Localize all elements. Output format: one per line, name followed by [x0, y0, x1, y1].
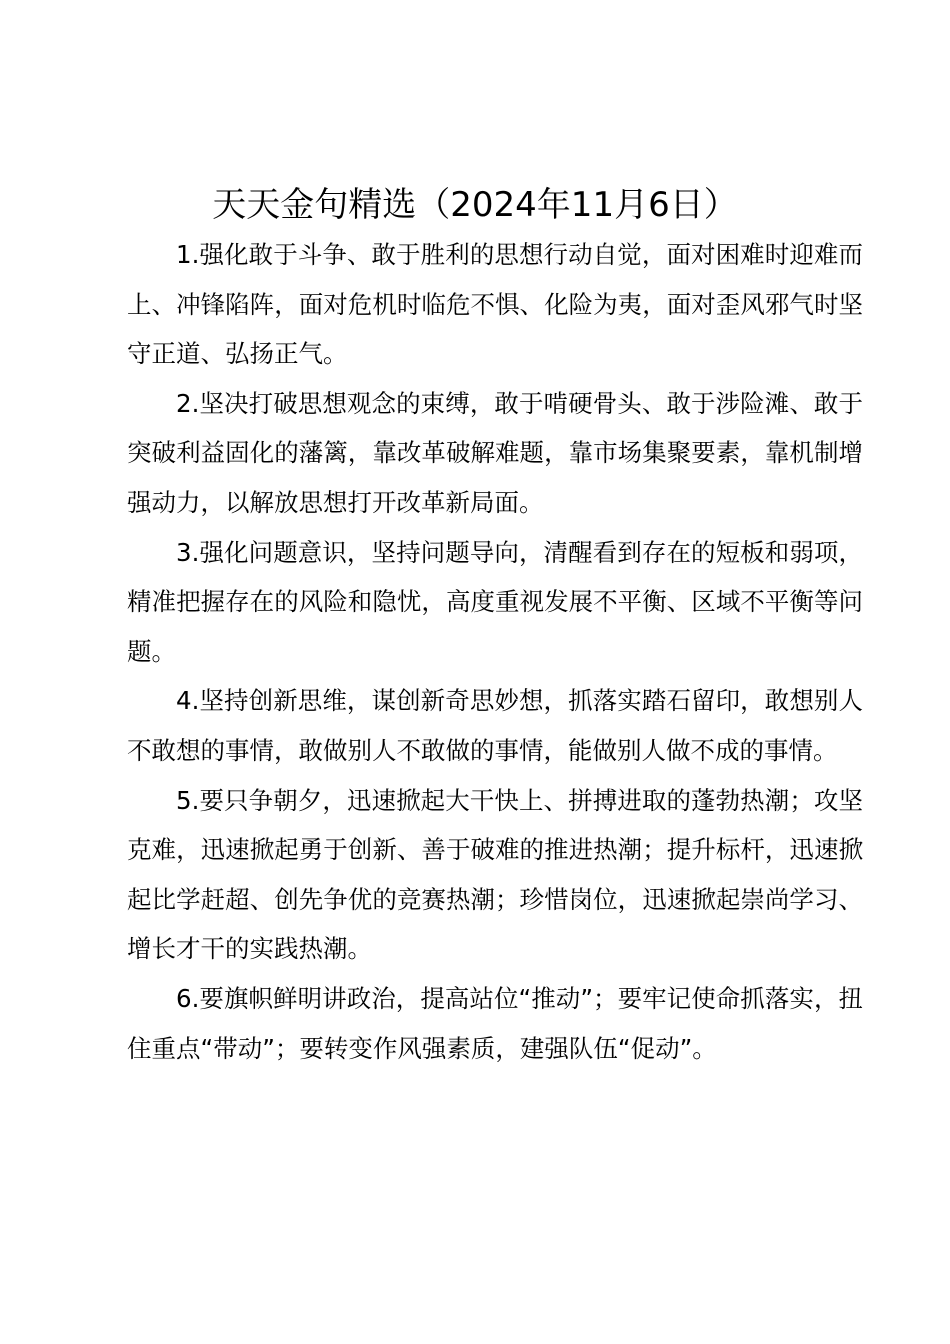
- paragraph-3: 3.强化问题意识，坚持问题导向，清醒看到存在的短板和弱项，精准把握存在的风险和隐忧，高度重视发展不平衡、区域不平衡等问题。: [127, 537, 863, 666]
- paragraph-2: 2.坚决打破思想观念的束缚，敢于啃硬骨头、敢于涉险滩、敢于突破利益固化的藩篱，靠改革破解难题，靠市场集聚要素，靠机制增强动力，以解放思想打开改革新局面。: [127, 388, 863, 517]
- document-body: [127, 230, 863, 1073]
- paragraph-5: 5.要只争朝夕，迅速掀起大干快上、拼搏进取的蓬勃热潮；攻坚克难，迅速掀起勇于创新、善于破难的推进热潮；提升标杆，迅速掀起比学赶超、创先争优的竞赛热潮；珍惜岗位，迅速掀起崇尚学习、增长才干的实践热潮。: [127, 785, 863, 964]
- paragraph-1: 1.强化敢于斗争、敢于胜利的思想行动自觉，面对困难时迎难而上、冲锋陷阵，面对危机时临危不惧、化险为夷，面对歪风邪气时坚守正道、弘扬正气。: [127, 240, 863, 369]
- document-title: 天天金句精选（2024年11月6日）: [212, 185, 738, 225]
- paragraph-4: 4.坚持创新思维，谋创新奇思妙想，抓落实踏石留印，敢想别人不敢想的事情，敢做别人不敢做的事情，能做别人做不成的事情。: [127, 686, 863, 765]
- paragraph-6: 6.要旗帜鲜明讲政治，提高站位“推动”；要牢记使命抓落实，扭住重点“带动”；要转变作风强素质，建强队伍“促动”。: [127, 983, 863, 1063]
